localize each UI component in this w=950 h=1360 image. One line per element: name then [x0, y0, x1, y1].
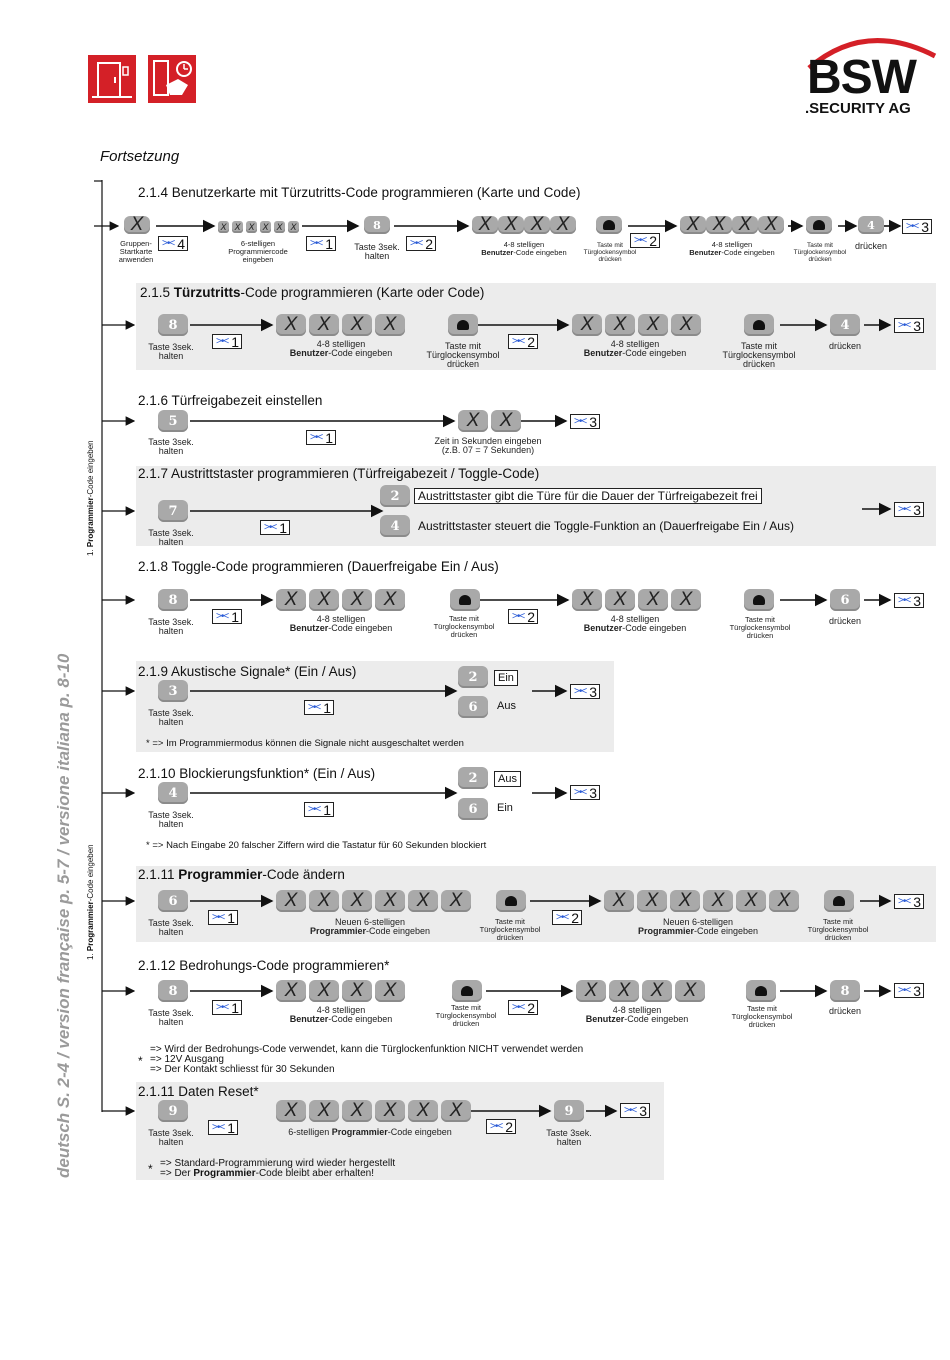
key-x[interactable]: X	[572, 589, 602, 611]
led-indicator-2: >•< 2	[406, 236, 436, 251]
caption-benutzer: 4-8 stelligen Benutzer-Code eingeben	[481, 240, 567, 257]
note-reset-2: => Der Programmier-Code bleibt aber erhalten!	[160, 1168, 375, 1179]
key-x[interactable]: X	[309, 890, 339, 912]
caption-zeit: Zeit in Sekunden eingeben (z.B. 07 = 7 Sekunden)	[434, 436, 542, 455]
bell-key[interactable]	[806, 216, 832, 234]
key-x[interactable]: X	[670, 890, 700, 912]
caption-bell: Taste mit Türglockensymbol drücken	[433, 614, 495, 639]
key-x[interactable]: X	[246, 221, 257, 233]
led-indicator-2: >•< 2	[508, 1000, 538, 1015]
key-x[interactable]: X	[274, 221, 285, 233]
caption-bell: Taste mit Türglockensymbol drücken	[722, 341, 796, 369]
key-x[interactable]: X	[309, 314, 339, 336]
key-x[interactable]: X	[375, 314, 405, 336]
key-x[interactable]: X	[638, 589, 668, 611]
key-x[interactable]: X	[680, 216, 706, 234]
caption-benutzer: 4-8 stelligen Benutzer-Code eingeben	[289, 614, 393, 633]
key-5[interactable]: 5	[158, 410, 188, 432]
key-x[interactable]: X	[576, 980, 606, 1002]
note-reset-1: => Standard-Programmierung wird wieder hergestellt	[160, 1158, 396, 1169]
key-7[interactable]: 7	[158, 500, 188, 522]
aus-label: Aus	[497, 700, 516, 712]
key-8[interactable]: 8	[364, 216, 390, 234]
led-indicator-3: >•< 3	[894, 502, 924, 517]
key-x[interactable]: X	[605, 589, 635, 611]
key-x[interactable]: X	[758, 216, 784, 234]
key-x[interactable]: X	[572, 314, 602, 336]
key-x[interactable]: X	[309, 1100, 339, 1122]
caption-programmier: Neuen 6-stelligen Programmier-Code eingeben	[637, 917, 759, 936]
key-x[interactable]: X	[671, 314, 701, 336]
key-x[interactable]: X	[642, 980, 672, 1002]
option-4-label: Austrittstaster steuert die Toggle-Funktion an (Dauerfreigabe Ein / Aus)	[418, 519, 794, 533]
key-x[interactable]: X	[375, 589, 405, 611]
caption-card: Gruppen- Startkarte anwenden	[118, 239, 154, 264]
bell-key[interactable]	[448, 314, 478, 336]
subtitle: Fortsetzung	[100, 148, 180, 165]
key-x[interactable]: X	[276, 1100, 306, 1122]
key-x[interactable]: X	[408, 890, 438, 912]
led-indicator-2: >•< 2	[552, 910, 582, 925]
option-2-label: Austrittstaster gibt die Türe für die Dauer der Türfreigabezeit frei	[414, 488, 762, 504]
caption-hold: Taste 3sek. halten	[148, 342, 194, 361]
led-indicator-3: >•< 3	[570, 414, 600, 429]
key-x[interactable]: X	[706, 216, 732, 234]
heading-2111: 2.1.11 Programmier-Code ändern	[138, 867, 345, 882]
key-x[interactable]: X	[769, 890, 799, 912]
logo-wordmark: BSW	[807, 51, 916, 104]
key-x[interactable]: X	[638, 314, 668, 336]
led-indicator-1: >•< 1	[304, 802, 334, 817]
key-2[interactable]: 2	[458, 666, 488, 688]
caption-druecken: drücken	[828, 616, 862, 626]
caption-bell: Taste mit Türglockensymbol drücken	[729, 615, 791, 640]
caption-hold: Taste 3sek. halten	[546, 1128, 592, 1147]
note-2110: * => Nach Eingabe 20 falscher Ziffern wird die Tastatur für 60 Sekunden blockiert	[146, 840, 487, 851]
note-219: * => Im Programmiermodus können die Signale nicht ausgeschaltet werden	[146, 738, 464, 749]
caption-hold: Taste 3sek. halten	[148, 1008, 194, 1027]
key-9[interactable]: 9	[158, 1100, 188, 1122]
side-language-text: deutsch S. 2-4 / version française p. 5-7 / versione italiana p. 8-10	[54, 653, 73, 1178]
key-x[interactable]: X	[441, 1100, 471, 1122]
led-indicator-1: >•< 1	[212, 1000, 242, 1015]
key-x[interactable]: X	[124, 216, 150, 234]
caption-benutzer: 4-8 stelligen Benutzer-Code eingeben	[583, 614, 687, 633]
key-8[interactable]: 8	[158, 314, 188, 336]
key-x[interactable]: X	[671, 589, 701, 611]
caption-benutzer: 4-8 stelligen Benutzer-Code eingeben	[289, 339, 393, 358]
key-2[interactable]: 2	[458, 767, 488, 789]
caption-hold: Taste 3sek. halten	[148, 617, 194, 636]
key-x[interactable]: X	[605, 314, 635, 336]
caption-bell: Taste mit Türglockensymbol drücken	[479, 917, 541, 942]
led-indicator-2: >•< 2	[508, 334, 538, 349]
caption-programmier: 6-stelligen Programmier-Code eingeben	[288, 1127, 452, 1137]
key-x[interactable]: X	[498, 216, 524, 234]
key-x[interactable]: X	[472, 216, 498, 234]
caption-bell: Taste mit Türglockensymbol drücken	[807, 917, 869, 942]
key-x[interactable]: X	[342, 890, 372, 912]
caption-benutzer: 4-8 stelligen Benutzer-Code eingeben	[289, 1005, 393, 1024]
led-indicator-1: >•< 1	[304, 700, 334, 715]
led-indicator-1: >•< 1	[208, 910, 238, 925]
aus-label: Aus	[494, 771, 521, 787]
led-indicator-2: >•< 2	[630, 233, 660, 248]
led-indicator-1: >•< 1	[212, 609, 242, 624]
heading-218: 2.1.8 Toggle-Code programmieren (Dauerfreigabe Ein / Aus)	[138, 559, 499, 574]
caption-hold: Taste 3sek. halten	[148, 437, 194, 456]
heading-2110: 2.1.10 Blockierungsfunktion* (Ein / Aus)	[138, 766, 376, 781]
vertical-label-lower: 1. Programmier-Code eingeben	[86, 844, 95, 960]
key-x[interactable]: X	[276, 890, 306, 912]
key-x[interactable]: X	[342, 589, 372, 611]
led-indicator-2: >•< 2	[486, 1119, 516, 1134]
key-6[interactable]: 6	[830, 589, 860, 611]
bell-key[interactable]	[744, 589, 774, 611]
caption-hold: Taste 3sek. halten	[148, 708, 194, 727]
led-indicator-1: >•< 1	[212, 334, 242, 349]
caption-bell: Taste mit Türglockensymbol drücken	[731, 1004, 793, 1029]
key-x[interactable]: X	[458, 410, 488, 432]
caption-hold: Taste 3sek. halten	[148, 918, 194, 937]
key-6[interactable]: 6	[458, 696, 488, 718]
key-x[interactable]: X	[609, 980, 639, 1002]
led-indicator-1: >•< 1	[306, 236, 336, 251]
bell-key[interactable]	[824, 890, 854, 912]
led-indicator-3: >•< 3	[894, 318, 924, 333]
key-3[interactable]: 3	[158, 680, 188, 702]
ein-label: Ein	[494, 670, 518, 686]
heading-216: 2.1.6 Türfreigabezeit einstellen	[138, 393, 323, 408]
key-9[interactable]: 9	[554, 1100, 584, 1122]
note-2112-3: => Der Kontakt schliesst für 30 Sekunden	[150, 1064, 335, 1075]
caption-hold: Taste 3sek. halten	[148, 810, 194, 829]
note-2112-2: => 12V Ausgang	[150, 1054, 224, 1065]
bell-key[interactable]	[452, 980, 482, 1002]
key-x[interactable]: X	[375, 980, 405, 1002]
key-x[interactable]: X	[732, 216, 758, 234]
caption-benutzer: 4-8 stelligen Benutzer-Code eingeben	[585, 1005, 689, 1024]
note-2112-star: *	[138, 1054, 143, 1068]
key-6[interactable]: 6	[158, 890, 188, 912]
key-x[interactable]: X	[550, 216, 576, 234]
key-x[interactable]: X	[309, 980, 339, 1002]
caption-benutzer: 4-8 stelligen Benutzer-Code eingeben	[689, 240, 775, 257]
key-x[interactable]: X	[342, 314, 372, 336]
led-indicator-1: >•< 1	[306, 430, 336, 445]
heading-reset: 2.1.11 Daten Reset*	[138, 1084, 259, 1099]
bell-key[interactable]	[596, 216, 622, 234]
heading-2112: 2.1.12 Bedrohungs-Code programmieren*	[138, 958, 390, 973]
key-x[interactable]: X	[375, 1100, 405, 1122]
key-8[interactable]: 8	[158, 980, 188, 1002]
led-indicator-3: >•< 3	[902, 219, 932, 234]
key-4[interactable]: 4	[380, 515, 410, 537]
key-x[interactable]: X	[276, 589, 306, 611]
key-4[interactable]: 4	[830, 314, 860, 336]
heading-214: 2.1.4 Benutzerkarte mit Türzutritts-Code programmieren (Karte und Code)	[138, 185, 581, 200]
caption-bell: Taste mit Türglockensymbol drücken	[435, 1003, 497, 1028]
key-x[interactable]: X	[309, 589, 339, 611]
note-reset-star: *	[148, 1162, 153, 1176]
caption-bell: Taste mit Türglockensymbol drücken	[426, 341, 500, 369]
key-x[interactable]: X	[441, 890, 471, 912]
bell-key[interactable]	[746, 980, 776, 1002]
key-2[interactable]: 2	[380, 485, 410, 507]
key-8[interactable]: 8	[158, 589, 188, 611]
key-x[interactable]: X	[342, 1100, 372, 1122]
key-x[interactable]: X	[260, 221, 271, 233]
key-x[interactable]: X	[342, 980, 372, 1002]
key-x[interactable]: X	[375, 890, 405, 912]
logo-subline: .SECURITY AG	[805, 100, 911, 117]
caption-druecken: drücken	[828, 341, 862, 351]
caption-hold: Taste 3sek. halten	[354, 242, 400, 261]
key-x[interactable]: X	[276, 314, 306, 336]
key-x[interactable]: X	[276, 980, 306, 1002]
key-x[interactable]: X	[736, 890, 766, 912]
led-indicator-3: >•< 3	[570, 684, 600, 699]
bell-key[interactable]	[744, 314, 774, 336]
key-x[interactable]: X	[288, 221, 299, 233]
key-8[interactable]: 8	[830, 980, 860, 1002]
led-indicator-1: >•< 1	[260, 520, 290, 535]
led-indicator-3: >•< 3	[894, 593, 924, 608]
led-indicator-1: >•< 1	[208, 1120, 238, 1135]
led-indicator-3: >•< 3	[570, 785, 600, 800]
key-x[interactable]: X	[232, 221, 243, 233]
caption-prog: 6-stelligen Programmiercode eingeben	[228, 239, 288, 264]
note-2112-1: => Wird der Bedrohungs-Code verwendet, kann die Türglockenfunktion NICHT verwendet werden	[150, 1044, 584, 1055]
heading-215: 2.1.5 Türzutritts-Code programmieren (Karte oder Code)	[140, 285, 485, 300]
key-x[interactable]: X	[408, 1100, 438, 1122]
caption-programmier: Neuen 6-stelligen Programmier-Code eingeben	[309, 917, 431, 936]
heading-217: 2.1.7 Austrittstaster programmieren (Türfreigabezeit / Toggle-Code)	[138, 466, 540, 481]
caption-hold: Taste 3sek. halten	[148, 528, 194, 547]
key-x[interactable]: X	[491, 410, 521, 432]
vertical-label-upper: 1. Programmier-Code eingeben	[86, 440, 95, 556]
ein-label: Ein	[497, 802, 513, 814]
caption-hold: Taste 3sek. halten	[148, 1128, 194, 1147]
key-x[interactable]: X	[703, 890, 733, 912]
key-x[interactable]: X	[218, 221, 229, 233]
heading-219: 2.1.9 Akustische Signale* (Ein / Aus)	[138, 664, 357, 679]
key-x[interactable]: X	[637, 890, 667, 912]
bell-key[interactable]	[450, 589, 480, 611]
led-indicator-4: >•< 4	[158, 236, 188, 251]
key-4[interactable]: 4	[858, 216, 884, 234]
key-4[interactable]: 4	[158, 782, 188, 804]
key-x[interactable]: X	[524, 216, 550, 234]
led-indicator-3: >•< 3	[894, 894, 924, 909]
led-indicator-3: >•< 3	[620, 1103, 650, 1118]
key-6[interactable]: 6	[458, 798, 488, 820]
led-indicator-3: >•< 3	[894, 983, 924, 998]
bell-key[interactable]	[496, 890, 526, 912]
caption-bell: Taste mit Türglockensymbol drücken	[583, 242, 637, 263]
led-indicator-2: >•< 2	[508, 609, 538, 624]
caption-benutzer: 4-8 stelligen Benutzer-Code eingeben	[583, 339, 687, 358]
key-x[interactable]: X	[675, 980, 705, 1002]
key-x[interactable]: X	[604, 890, 634, 912]
caption-bell: Taste mit Türglockensymbol drücken	[793, 242, 847, 263]
caption-druecken: drücken	[854, 241, 888, 251]
caption-druecken: drücken	[828, 1006, 862, 1016]
